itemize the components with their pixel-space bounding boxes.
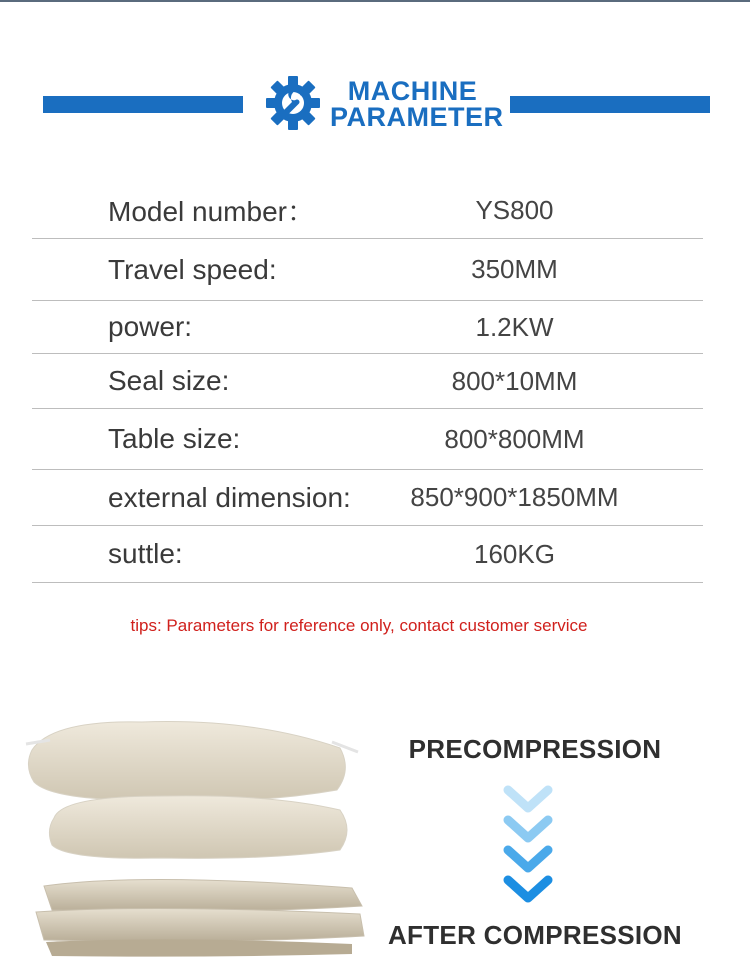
param-label: Model number： xyxy=(108,196,315,227)
param-value: YS800 xyxy=(475,194,554,225)
param-label: Table size: xyxy=(108,423,241,454)
param-value: 850*900*1850MM xyxy=(410,482,619,512)
param-value: 1.2KW xyxy=(475,311,554,342)
param-row-seal-size xyxy=(32,354,703,409)
chevron-down-icon xyxy=(498,782,558,907)
param-label: power: xyxy=(108,311,193,342)
param-label: Travel speed: xyxy=(108,253,277,285)
precompression-label: PRECOMPRESSION xyxy=(408,734,662,764)
gear-wrench-icon xyxy=(262,72,324,134)
param-row-suttle xyxy=(32,526,703,583)
param-row-model xyxy=(32,182,703,239)
header-bar-left xyxy=(43,96,243,113)
param-label: Seal size: xyxy=(108,365,230,396)
param-value: 160KG xyxy=(474,538,555,569)
param-row-travel-speed xyxy=(32,239,703,301)
after-compression-label: AFTER COMPRESSION xyxy=(387,920,682,950)
header-bar-right xyxy=(510,96,710,113)
parameter-table xyxy=(32,182,703,583)
title-line-1: MACHINE xyxy=(347,76,478,106)
tips-note: tips: Parameters for reference only, contact customer service xyxy=(130,616,588,635)
param-label: external dimension: xyxy=(108,481,351,513)
vacuum-pillow-photo xyxy=(22,700,367,958)
param-value: 800*10MM xyxy=(451,365,578,396)
title-line-2: PARAMETER xyxy=(330,102,504,132)
param-row-external-dimension xyxy=(32,470,703,526)
param-value: 800*800MM xyxy=(444,423,585,454)
param-label: suttle: xyxy=(108,538,183,569)
param-row-power xyxy=(32,301,703,354)
param-row-table-size xyxy=(32,409,703,470)
param-value: 350MM xyxy=(471,254,558,284)
section-title xyxy=(330,76,504,132)
top-divider xyxy=(0,0,750,2)
